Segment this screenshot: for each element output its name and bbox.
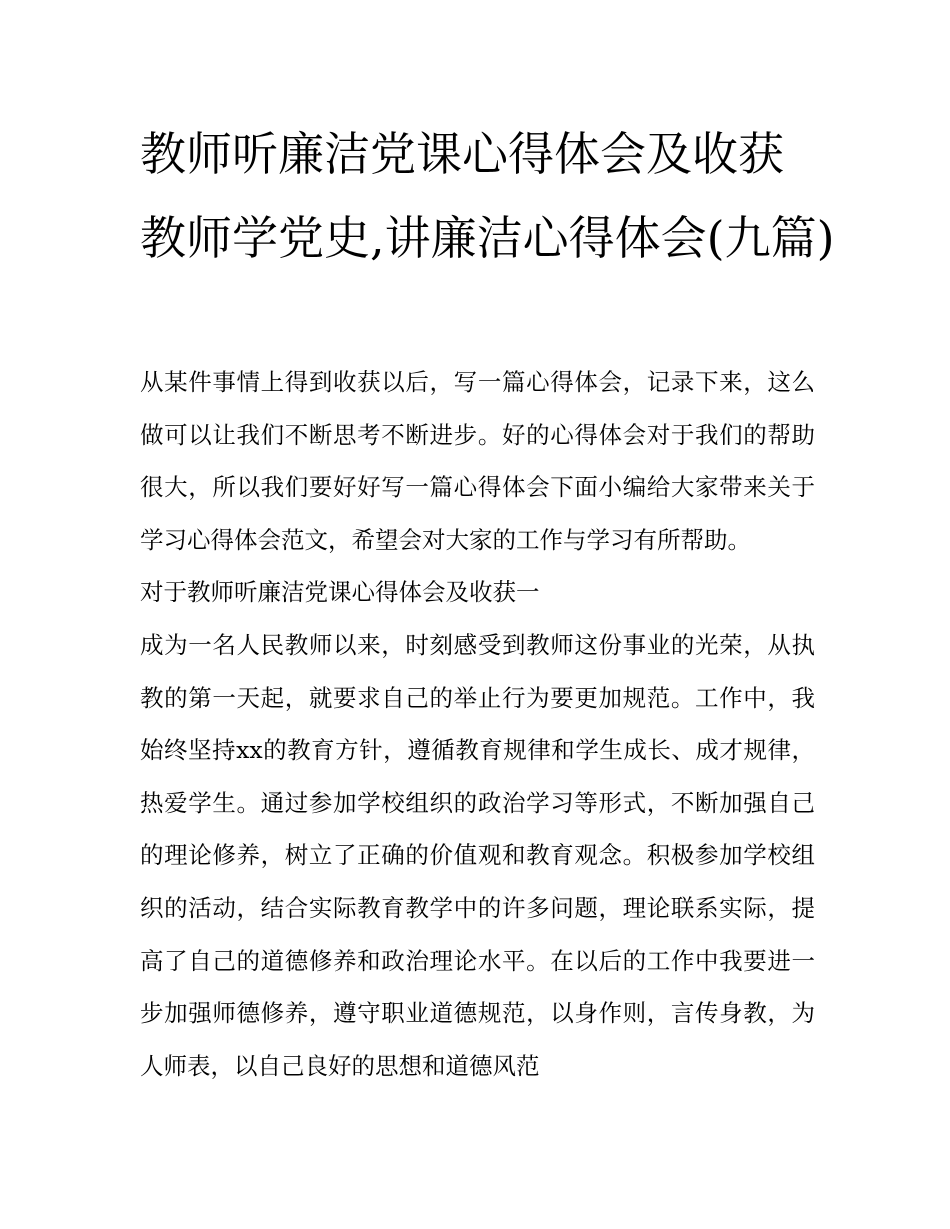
document-title: 教师听廉洁党课心得体会及收获 教师学党史,讲廉洁心得体会(九篇) — [140, 127, 835, 265]
intro-paragraph: 从某件事情上得到收获以后，写一篇心得体会，记录下来，这么做可以让我们不断思考不断进步。好的心得体会对于我们的帮助很大，所以我们要好好写一篇心得体会下面小编给大家带来关于学习心得体会范文，希望会对大家的工作与学习有所帮助。 — [140, 368, 815, 554]
section-paragraph: 成为一名人民教师以来，时刻感受到教师这份事业的光荣，从执教的第一天起，就要求自己的举止行为要更加规范。工作中，我始终坚持xx的教育方针，遵循教育规律和学生成长、成才规律，热爱学生。通过参加学校组织的政治学习等形式，不断加强自己的理论修养，树立了正确的价值观和教育观念。积极参加学校组织的活动，结合实际教育教学中的许多问题，理论联系实际，提高了自己的道德修养和政治理论水平。在以后的工作中我要进一步加强师德修养，遵守职业道德规范，以身作则，言传身教，为人师表，以自己良好的思想和道德风范 — [140, 630, 815, 1080]
section-heading: 对于教师听廉洁党课心得体会及收获一 — [140, 578, 540, 607]
document-body — [140, 356, 815, 1092]
